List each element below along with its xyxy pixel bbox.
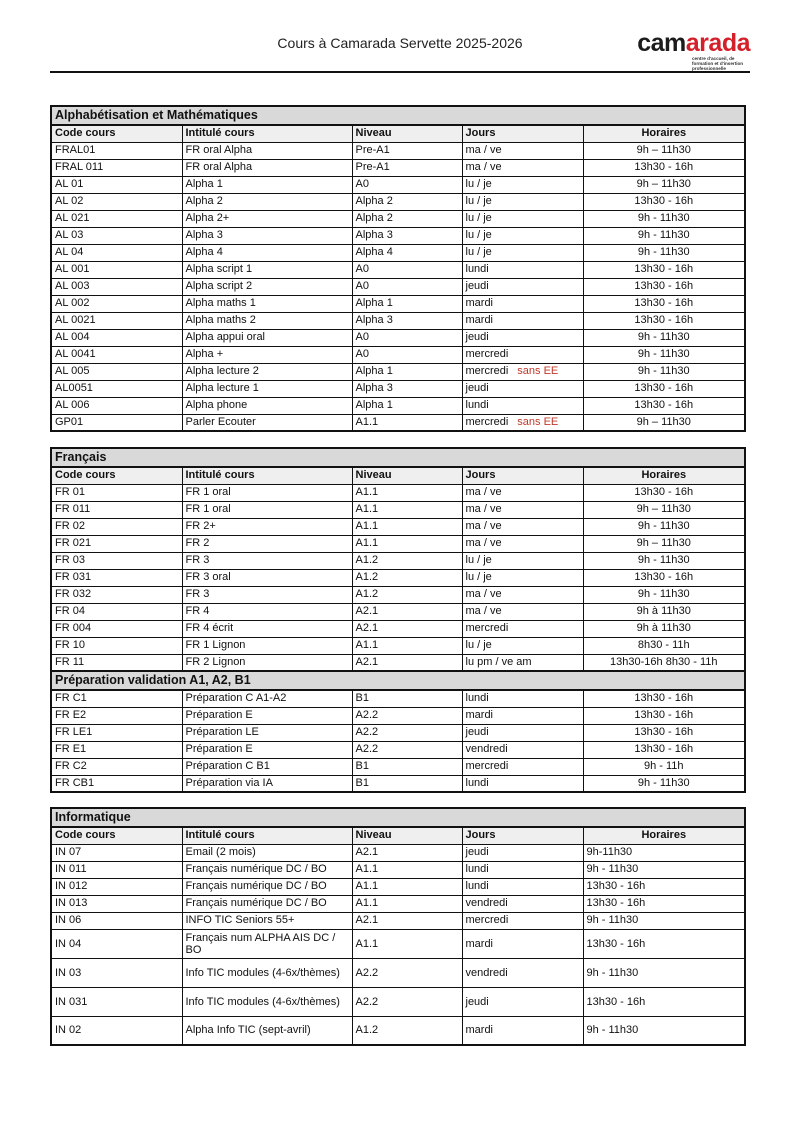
course-code: IN 02: [51, 1016, 182, 1045]
course-code: IN 06: [51, 912, 182, 929]
course-title: Français numérique DC / BO: [182, 878, 352, 895]
document-title: Cours à Camarada Servette 2025-2026: [277, 35, 523, 51]
course-code: IN 012: [51, 878, 182, 895]
course-hours: 13h30 - 16h: [583, 724, 745, 741]
table-row: [51, 159, 745, 176]
table-row: [51, 227, 745, 244]
col-level-header: Niveau: [352, 827, 462, 844]
course-level: Alpha 2: [352, 193, 462, 210]
course-days: mardi: [462, 312, 583, 329]
course-days: lu / je: [462, 227, 583, 244]
course-title: Français numérique DC / BO: [182, 895, 352, 912]
course-hours: 9h - 11h30: [583, 227, 745, 244]
course-level: Alpha 4: [352, 244, 462, 261]
col-level-header: Niveau: [352, 125, 462, 142]
course-days: mardi: [462, 707, 583, 724]
course-hours: 13h30 - 16h: [583, 707, 745, 724]
camarada-logo: [630, 29, 750, 71]
course-code: FR C2: [51, 758, 182, 775]
table-row: [51, 707, 745, 724]
course-code: IN 04: [51, 929, 182, 958]
table-row: [51, 775, 745, 792]
table-row: [51, 295, 745, 312]
course-hours: 9h - 11h30: [583, 586, 745, 603]
course-code: AL 04: [51, 244, 182, 261]
course-level: A1.1: [352, 535, 462, 552]
table-row: [51, 878, 745, 895]
informatique-section-heading: Informatique: [51, 808, 745, 827]
table-row: [51, 912, 745, 929]
course-hours: 9h – 11h30: [583, 535, 745, 552]
course-days: ma / ve: [462, 501, 583, 518]
table-row: [51, 758, 745, 775]
course-hours: 9h - 11h30: [583, 1016, 745, 1045]
course-title: INFO TIC Seniors 55+: [182, 912, 352, 929]
course-hours: 9h - 11h30: [583, 775, 745, 792]
course-hours: 13h30 - 16h: [583, 312, 745, 329]
course-hours: 9h-11h30: [583, 844, 745, 861]
table-row: [51, 654, 745, 671]
course-title: Alpha script 1: [182, 261, 352, 278]
logo-tagline: centre d'accueil, de formation et d'insertion professionnelle: [692, 56, 744, 71]
course-level: A2.1: [352, 603, 462, 620]
table-row: [51, 958, 745, 987]
col-days-header: Jours: [462, 125, 583, 142]
course-level: Alpha 3: [352, 227, 462, 244]
col-hours-header: Horaires: [583, 827, 745, 844]
course-code: AL 005: [51, 363, 182, 380]
course-title: FR 3: [182, 586, 352, 603]
table-row: [51, 637, 745, 654]
course-title: FR 2 Lignon: [182, 654, 352, 671]
course-level: A1.2: [352, 1016, 462, 1045]
course-days: ma / ve: [462, 518, 583, 535]
logo-part-b: arada: [685, 29, 750, 57]
course-days: jeudi: [462, 724, 583, 741]
course-days: lundi: [462, 261, 583, 278]
informatique-table: [50, 807, 746, 1046]
table-row: [51, 329, 745, 346]
course-level: A0: [352, 176, 462, 193]
course-days: lu / je: [462, 244, 583, 261]
course-level: Alpha 3: [352, 312, 462, 329]
course-title: FR 2: [182, 535, 352, 552]
col-hours-header: Horaires: [583, 125, 745, 142]
table-row: [51, 380, 745, 397]
table-row: [51, 176, 745, 193]
course-days: [462, 363, 583, 380]
table-row: [51, 397, 745, 414]
course-level: A0: [352, 261, 462, 278]
course-hours: 13h30 - 16h: [583, 878, 745, 895]
course-hours: 13h30 - 16h: [583, 193, 745, 210]
course-level: Alpha 2: [352, 210, 462, 227]
course-days: mercredi: [462, 912, 583, 929]
table-row: [51, 346, 745, 363]
course-hours: 13h30 - 16h: [583, 569, 745, 586]
table-row: [51, 690, 745, 707]
course-title: Alpha phone: [182, 397, 352, 414]
course-title: Préparation E: [182, 741, 352, 758]
course-code: AL 0041: [51, 346, 182, 363]
course-title: Préparation C B1: [182, 758, 352, 775]
table-row: [51, 741, 745, 758]
table-row: [51, 414, 745, 431]
course-code: FR LE1: [51, 724, 182, 741]
course-hours: 13h30 - 16h: [583, 380, 745, 397]
col-days-header: Jours: [462, 827, 583, 844]
course-level: A1.1: [352, 861, 462, 878]
course-title: Alpha script 2: [182, 278, 352, 295]
course-title: Alpha maths 1: [182, 295, 352, 312]
course-title: FR oral Alpha: [182, 159, 352, 176]
course-code: FR C1: [51, 690, 182, 707]
course-level: A1.1: [352, 878, 462, 895]
course-days: lu / je: [462, 552, 583, 569]
course-days: ma / ve: [462, 142, 583, 159]
course-level: A1.1: [352, 637, 462, 654]
column-header-row: [51, 125, 745, 142]
course-days: jeudi: [462, 844, 583, 861]
header-divider: [50, 71, 750, 73]
course-title: Préparation LE: [182, 724, 352, 741]
page-header: [50, 0, 750, 74]
course-title: Alpha appui oral: [182, 329, 352, 346]
course-code: FRAL01: [51, 142, 182, 159]
course-level: A1.2: [352, 586, 462, 603]
course-days: ma / ve: [462, 159, 583, 176]
course-days: lundi: [462, 690, 583, 707]
course-hours: 9h – 11h30: [583, 176, 745, 193]
course-title: Alpha lecture 2: [182, 363, 352, 380]
table-row: [51, 586, 745, 603]
course-title: FR 1 oral: [182, 484, 352, 501]
course-level: A1.1: [352, 501, 462, 518]
course-title: Français numérique DC / BO: [182, 861, 352, 878]
course-days: ma / ve: [462, 535, 583, 552]
table-row: [51, 142, 745, 159]
course-days: mercredi: [462, 346, 583, 363]
course-code: AL0051: [51, 380, 182, 397]
course-hours: 9h - 11h30: [583, 912, 745, 929]
column-header-row: [51, 827, 745, 844]
course-level: A2.1: [352, 912, 462, 929]
course-days: lu / je: [462, 210, 583, 227]
course-hours: 13h30 - 16h: [583, 690, 745, 707]
course-level: A0: [352, 346, 462, 363]
course-code: AL 004: [51, 329, 182, 346]
table-row: [51, 278, 745, 295]
course-code: FR 11: [51, 654, 182, 671]
course-days: jeudi: [462, 987, 583, 1016]
course-hours: 13h30 - 16h: [583, 987, 745, 1016]
course-code: FR E2: [51, 707, 182, 724]
course-title: Préparation C A1-A2: [182, 690, 352, 707]
course-title: FR 4 écrit: [182, 620, 352, 637]
course-title: Info TIC modules (4-6x/thèmes): [182, 987, 352, 1016]
col-level-header: Niveau: [352, 467, 462, 484]
course-days: lu pm / ve am: [462, 654, 583, 671]
col-code-header: Code cours: [51, 467, 182, 484]
course-code: GP01: [51, 414, 182, 431]
course-title: FR 1 oral: [182, 501, 352, 518]
course-code: FR E1: [51, 741, 182, 758]
course-hours: 8h30 - 11h: [583, 637, 745, 654]
course-code: FRAL 011: [51, 159, 182, 176]
course-level: A2.2: [352, 724, 462, 741]
course-hours: 9h - 11h30: [583, 244, 745, 261]
course-level: A2.1: [352, 620, 462, 637]
course-title: FR oral Alpha: [182, 142, 352, 159]
course-code: AL 021: [51, 210, 182, 227]
course-days: jeudi: [462, 329, 583, 346]
course-code: FR 011: [51, 501, 182, 518]
course-hours: 9h - 11h30: [583, 363, 745, 380]
course-code: IN 011: [51, 861, 182, 878]
course-days: lundi: [462, 861, 583, 878]
course-title: Français num ALPHA AIS DC / BO: [182, 929, 352, 958]
course-days-text: mercredi: [465, 365, 509, 377]
course-days: lundi: [462, 397, 583, 414]
course-level: Alpha 1: [352, 397, 462, 414]
course-level: A1.1: [352, 484, 462, 501]
col-hours-header: Horaires: [583, 467, 745, 484]
course-hours: 9h à 11h30: [583, 603, 745, 620]
table-row: [51, 244, 745, 261]
course-level: A2.2: [352, 741, 462, 758]
table-row: [51, 193, 745, 210]
table-row: [51, 861, 745, 878]
course-hours: 9h - 11h30: [583, 346, 745, 363]
course-days: lundi: [462, 775, 583, 792]
course-days: mardi: [462, 1016, 583, 1045]
table-row: [51, 620, 745, 637]
course-title: Préparation E: [182, 707, 352, 724]
course-hours: 13h30 - 16h: [583, 741, 745, 758]
table-row: [51, 724, 745, 741]
course-code: AL 0021: [51, 312, 182, 329]
course-level: A1.1: [352, 929, 462, 958]
course-title: FR 1 Lignon: [182, 637, 352, 654]
course-level: A2.2: [352, 987, 462, 1016]
course-days: jeudi: [462, 278, 583, 295]
course-days: jeudi: [462, 380, 583, 397]
course-level: A2.1: [352, 654, 462, 671]
course-title: FR 2+: [182, 518, 352, 535]
alpha-table: [50, 105, 746, 432]
course-code: FR 10: [51, 637, 182, 654]
course-hours: 13h30 - 16h: [583, 484, 745, 501]
course-code: FR 04: [51, 603, 182, 620]
course-code: FR 02: [51, 518, 182, 535]
course-level: A2.2: [352, 958, 462, 987]
course-hours: 13h30 - 16h: [583, 397, 745, 414]
course-title: Parler Ecouter: [182, 414, 352, 431]
course-code: AL 001: [51, 261, 182, 278]
course-hours: 9h – 11h30: [583, 501, 745, 518]
course-hours: 9h - 11h30: [583, 210, 745, 227]
course-hours: 9h – 11h30: [583, 414, 745, 431]
course-days: mardi: [462, 929, 583, 958]
column-header-row: [51, 467, 745, 484]
course-days: ma / ve: [462, 603, 583, 620]
course-level: A1.1: [352, 518, 462, 535]
course-hours: 9h - 11h30: [583, 552, 745, 569]
table-row: [51, 895, 745, 912]
course-code: IN 03: [51, 958, 182, 987]
course-level: Alpha 3: [352, 380, 462, 397]
course-hours: 13h30 - 16h: [583, 261, 745, 278]
course-hours: 13h30 - 16h: [583, 929, 745, 958]
course-level: B1: [352, 775, 462, 792]
course-title: Alpha 3: [182, 227, 352, 244]
course-level: A1.2: [352, 569, 462, 586]
table-row: [51, 363, 745, 380]
course-code: FR 004: [51, 620, 182, 637]
course-days: lundi: [462, 878, 583, 895]
course-code: FR 031: [51, 569, 182, 586]
course-level: Pre-A1: [352, 159, 462, 176]
course-level: A1.2: [352, 552, 462, 569]
course-level: Alpha 1: [352, 363, 462, 380]
col-code-header: Code cours: [51, 827, 182, 844]
course-level: B1: [352, 690, 462, 707]
course-code: FR 021: [51, 535, 182, 552]
francais-section-heading: Français: [51, 448, 745, 467]
course-days: ma / ve: [462, 586, 583, 603]
course-title: Alpha 2: [182, 193, 352, 210]
col-title-header: Intitulé cours: [182, 125, 352, 142]
course-title: Préparation via IA: [182, 775, 352, 792]
table-row: [51, 535, 745, 552]
course-code: AL 006: [51, 397, 182, 414]
course-code: AL 002: [51, 295, 182, 312]
course-code: AL 003: [51, 278, 182, 295]
course-note: sans EE: [517, 365, 559, 377]
course-days: mercredi: [462, 758, 583, 775]
table-row: [51, 518, 745, 535]
course-days: mardi: [462, 295, 583, 312]
course-hours: 9h - 11h: [583, 758, 745, 775]
course-note: sans EE: [517, 415, 559, 428]
course-code: AL 02: [51, 193, 182, 210]
course-code: FR 032: [51, 586, 182, 603]
table-row: [51, 603, 745, 620]
course-title: FR 3 oral: [182, 569, 352, 586]
course-days: mercredi: [462, 620, 583, 637]
course-hours: 9h à 11h30: [583, 620, 745, 637]
course-days: lu / je: [462, 569, 583, 586]
course-days: ma / ve: [462, 484, 583, 501]
course-hours: 9h - 11h30: [583, 518, 745, 535]
course-title: Email (2 mois): [182, 844, 352, 861]
course-level: A0: [352, 329, 462, 346]
course-hours: 13h30 - 16h: [583, 278, 745, 295]
col-days-header: Jours: [462, 467, 583, 484]
course-hours: 13h30 - 16h: [583, 295, 745, 312]
course-days: lu / je: [462, 637, 583, 654]
course-title: Alpha lecture 1: [182, 380, 352, 397]
alpha-section-heading: Alphabétisation et Mathématiques: [51, 106, 745, 125]
course-days: [462, 414, 583, 431]
course-title: Alpha 4: [182, 244, 352, 261]
course-hours: 13h30 - 16h: [583, 159, 745, 176]
table-row: [51, 501, 745, 518]
course-title: Alpha Info TIC (sept-avril): [182, 1016, 352, 1045]
course-code: FR CB1: [51, 775, 182, 792]
course-hours: 9h – 11h30: [583, 142, 745, 159]
table-row: [51, 987, 745, 1016]
course-days: lu / je: [462, 193, 583, 210]
course-level: B1: [352, 758, 462, 775]
course-level: A0: [352, 278, 462, 295]
table-row: [51, 210, 745, 227]
table-row: [51, 312, 745, 329]
course-level: A1.1: [352, 414, 462, 431]
course-level: A1.1: [352, 895, 462, 912]
course-title: Alpha maths 2: [182, 312, 352, 329]
course-level: A2.2: [352, 707, 462, 724]
course-days: vendredi: [462, 958, 583, 987]
course-code: AL 03: [51, 227, 182, 244]
table-row: [51, 484, 745, 501]
course-code: AL 01: [51, 176, 182, 193]
logo-wordmark: [630, 30, 750, 56]
francais-table: [50, 447, 746, 793]
course-code: FR 01: [51, 484, 182, 501]
col-title-header: Intitulé cours: [182, 827, 352, 844]
course-level: Alpha 1: [352, 295, 462, 312]
course-title: Alpha +: [182, 346, 352, 363]
col-title-header: Intitulé cours: [182, 467, 352, 484]
course-title: FR 3: [182, 552, 352, 569]
table-row: [51, 1016, 745, 1045]
preparation-section-heading: Préparation validation A1, A2, B1: [51, 671, 745, 690]
course-hours: 13h30-16h 8h30 - 11h: [583, 654, 745, 671]
col-code-header: Code cours: [51, 125, 182, 142]
table-row: [51, 569, 745, 586]
course-hours: 9h - 11h30: [583, 329, 745, 346]
logo-part-a: cam: [637, 29, 686, 57]
course-title: Info TIC modules (4-6x/thèmes): [182, 958, 352, 987]
course-level: Pre-A1: [352, 142, 462, 159]
course-days: vendredi: [462, 741, 583, 758]
course-hours: 9h - 11h30: [583, 861, 745, 878]
course-days: lu / je: [462, 176, 583, 193]
table-row: [51, 844, 745, 861]
course-code: IN 013: [51, 895, 182, 912]
course-title: Alpha 2+: [182, 210, 352, 227]
course-level: A2.1: [352, 844, 462, 861]
course-code: FR 03: [51, 552, 182, 569]
course-days: vendredi: [462, 895, 583, 912]
course-code: IN 031: [51, 987, 182, 1016]
table-row: [51, 261, 745, 278]
course-hours: 9h - 11h30: [583, 958, 745, 987]
table-row: [51, 552, 745, 569]
course-days-text: mercredi: [465, 415, 509, 428]
table-row: [51, 929, 745, 958]
course-code: IN 07: [51, 844, 182, 861]
course-title: FR 4: [182, 603, 352, 620]
course-title: Alpha 1: [182, 176, 352, 193]
course-hours: 13h30 - 16h: [583, 895, 745, 912]
